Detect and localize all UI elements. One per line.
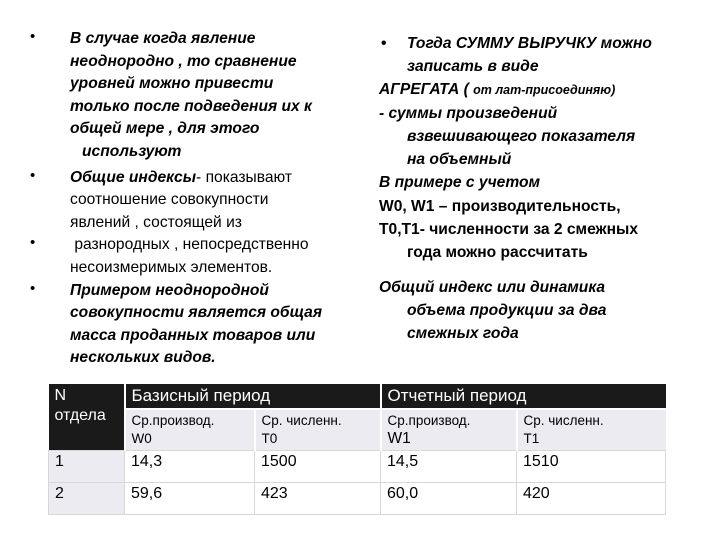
bullet-item-1 — [28, 28, 370, 164]
bullet-4-line-2: совокупности является общая — [70, 304, 323, 322]
dept-number-header — [49, 384, 125, 451]
term-general-indices: Общие индексы — [70, 168, 197, 186]
dept-cell: 1 — [49, 451, 125, 483]
right-line-1-text: Тогда СУММУ ВЫРУЧКУ можно — [407, 35, 652, 52]
right-line-4: - суммы произведений — [379, 105, 558, 122]
bullet-1-line-6: используют — [82, 142, 182, 160]
left-text-column — [28, 28, 370, 370]
subheader-t0 — [255, 409, 381, 451]
subheader-t0-line-1: Ср. численн. — [261, 413, 342, 428]
table-row — [49, 483, 666, 515]
right-bullet-line-1 — [379, 32, 714, 55]
right-line-7: В примере с учетом — [379, 174, 541, 191]
bullet-item-3 — [28, 234, 370, 279]
base-period-header: Базисный период — [125, 384, 381, 409]
t0-cell: 423 — [255, 483, 381, 515]
bullet-2-line-2: соотношение совокупности — [70, 191, 269, 209]
subheader-w0-line-1: Ср.производ. — [131, 413, 215, 428]
subheader-w1-line-1: Ср.производ. — [387, 413, 471, 428]
w1-cell: 60,0 — [381, 483, 517, 515]
dept-header-line-1: N — [54, 387, 67, 404]
report-period-header: Отчетный период — [381, 384, 666, 409]
subheader-w0-line-2: W0 — [131, 431, 152, 446]
right-line-6: на объемный — [407, 151, 512, 168]
subheader-t0-line-2: T0 — [261, 431, 278, 446]
bullet-4-line-4: нескольких видов. — [70, 349, 216, 367]
table-row — [49, 451, 666, 483]
t1-cell: 420 — [517, 483, 666, 515]
bullet-marker: • — [30, 166, 36, 184]
bullet-marker: • — [30, 28, 36, 45]
right-line-13: смежных года — [407, 325, 519, 342]
data-table — [48, 384, 666, 515]
bullet-4-line-3: масса проданных товаров или — [70, 326, 316, 344]
bullet-4-line-1: Примером неоднородной — [70, 281, 269, 299]
bullet-item-2 — [28, 167, 370, 235]
subheader-w1-line-2: W1 — [387, 430, 411, 447]
right-line-8: W0, W1 – производительность, — [379, 198, 621, 215]
right-line-3 — [379, 78, 714, 102]
right-line-2: записать в виде — [407, 58, 539, 75]
bullet-marker: • — [30, 279, 36, 297]
subheader-w1 — [381, 409, 517, 451]
bullet-2-definition-start: - показывают — [196, 168, 292, 186]
w1-cell: 14,5 — [381, 451, 517, 483]
bullet-3-line-1: разнородных , непосредственно — [70, 236, 309, 254]
bullet-1-line-2: неоднородно , то сравнение — [70, 52, 297, 70]
bullet-1-line-5: общей мере , для этого — [70, 120, 260, 138]
right-text-column — [379, 28, 714, 345]
w0-cell: 59,6 — [125, 483, 255, 515]
right-line-11: Общий индекс или динамика — [379, 279, 606, 296]
bullet-1-line-3: уровней можно привести — [70, 75, 274, 93]
right-line-5: взвешивающего показателя — [407, 128, 636, 145]
w0-cell: 14,3 — [125, 451, 255, 483]
right-line-10: года можно рассчитать — [407, 244, 588, 261]
subheader-t1 — [517, 409, 666, 451]
t1-cell: 1510 — [517, 451, 666, 483]
bullet-item-4 — [28, 280, 370, 370]
dept-cell: 2 — [49, 483, 125, 515]
bullet-2-line-1 — [70, 167, 370, 190]
table-subheader-row — [49, 409, 666, 451]
subheader-w0 — [125, 409, 255, 451]
bullet-marker: • — [381, 35, 387, 52]
bullet-1-line-4: только после подведения их к — [70, 97, 312, 115]
right-line-9: T0,T1- численности за 2 смежных — [379, 221, 639, 238]
bullet-1-line-1: В случае когда явление — [70, 30, 256, 47]
bullet-marker: • — [30, 234, 36, 252]
right-line-12: объема продукции за два — [407, 302, 607, 319]
aggregate-etymology: от лат-присоединяю) — [473, 83, 616, 97]
table-header-row — [49, 384, 666, 409]
aggregate-term: АГРЕГАТА ( — [379, 81, 474, 98]
t0-cell: 1500 — [255, 451, 381, 483]
bullet-2-line-3: явлений , состоящей из — [70, 213, 242, 231]
subheader-t1-line-2: T1 — [523, 431, 540, 446]
subheader-t1-line-1: Ср. численн. — [523, 413, 604, 428]
bullet-3-line-2: несоизмеримых элементов. — [70, 258, 273, 276]
dept-header-line-2: отдела — [54, 407, 106, 424]
